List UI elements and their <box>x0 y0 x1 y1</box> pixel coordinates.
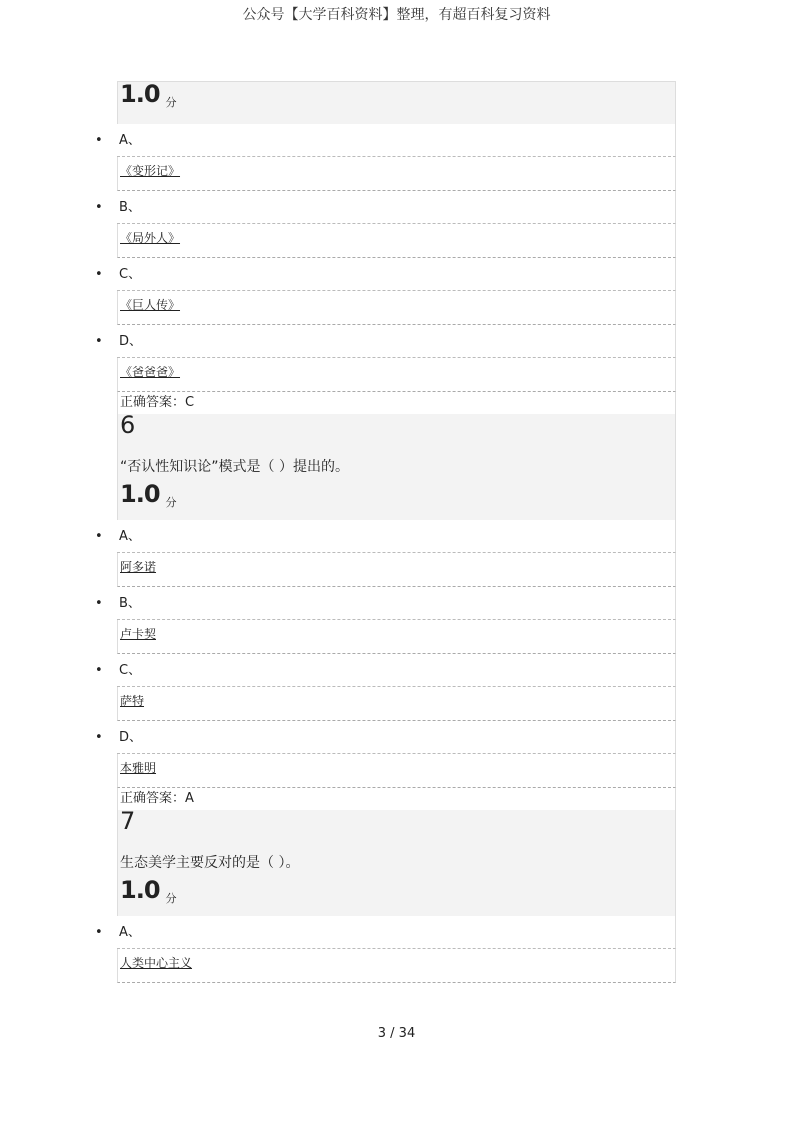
score-row <box>118 876 675 905</box>
option-d-row[interactable] <box>95 721 676 754</box>
option-a-row[interactable] <box>95 520 676 553</box>
question-7-header <box>117 807 676 916</box>
option-letter: B、 <box>119 596 141 611</box>
question-number: 6 <box>120 411 136 439</box>
option-b-row[interactable] <box>95 587 676 620</box>
bullet-icon: • <box>95 133 103 148</box>
option-letter: D、 <box>119 334 143 349</box>
option-c-text[interactable] <box>117 687 676 721</box>
option-c-text[interactable] <box>117 291 676 325</box>
bullet-icon: • <box>95 925 103 940</box>
option-a-text[interactable] <box>117 949 676 983</box>
score-row <box>118 80 675 109</box>
score-unit: 分 <box>165 892 177 905</box>
bullet-icon: • <box>95 200 103 215</box>
score-unit: 分 <box>165 96 177 109</box>
option-a-text[interactable] <box>117 157 676 191</box>
option-c-row[interactable] <box>95 654 676 687</box>
bullet-icon: • <box>95 596 103 611</box>
question-text: 生态美学主要反对的是（ ）。 <box>120 855 300 871</box>
option-letter: C、 <box>119 663 142 678</box>
option-letter: A、 <box>119 529 141 544</box>
option-label[interactable]: 阿多诺 <box>120 560 157 574</box>
score-value: 1.0 <box>120 876 160 904</box>
option-letter: A、 <box>119 133 141 148</box>
option-label[interactable]: 《爸爸爸》 <box>120 365 181 379</box>
question-content <box>95 80 676 983</box>
bullet-icon: • <box>95 730 103 745</box>
option-label[interactable]: 人类中心主义 <box>120 956 193 970</box>
option-a-row[interactable] <box>95 916 676 949</box>
page-number: 3 / 34 <box>377 1026 416 1041</box>
page-header: 公众号【大学百科资料】整理，有超百科复习资料 <box>242 7 551 23</box>
option-b-row[interactable] <box>95 191 676 224</box>
bullet-icon: • <box>95 334 103 349</box>
question-number: 7 <box>120 807 136 835</box>
option-d-text[interactable] <box>117 358 676 392</box>
option-label[interactable]: 《局外人》 <box>120 231 181 245</box>
score-row <box>118 480 675 509</box>
option-b-text[interactable] <box>117 620 676 654</box>
correct-answer: 正确答案：A <box>117 788 676 810</box>
option-a-row[interactable] <box>95 124 676 157</box>
option-letter: A、 <box>119 925 141 940</box>
option-d-text[interactable] <box>117 754 676 788</box>
bullet-icon: • <box>95 529 103 544</box>
option-label[interactable]: 卢卡契 <box>120 627 157 641</box>
option-letter: B、 <box>119 200 141 215</box>
bullet-icon: • <box>95 663 103 678</box>
question-text: “否认性知识论”模式是（ ）提出的。 <box>120 459 349 475</box>
score-value: 1.0 <box>120 480 160 508</box>
score-unit: 分 <box>165 496 177 509</box>
correct-answer: 正确答案：C <box>117 392 676 414</box>
option-letter: D、 <box>119 730 143 745</box>
question-6-header <box>117 411 676 520</box>
score-value: 1.0 <box>120 80 160 108</box>
option-label[interactable]: 本雅明 <box>120 761 157 775</box>
question-5-score-header <box>117 81 676 124</box>
option-c-row[interactable] <box>95 258 676 291</box>
bullet-icon: • <box>95 267 103 282</box>
option-a-text[interactable] <box>117 553 676 587</box>
option-label[interactable]: 《变形记》 <box>120 164 181 178</box>
option-d-row[interactable] <box>95 325 676 358</box>
option-b-text[interactable] <box>117 224 676 258</box>
option-letter: C、 <box>119 267 142 282</box>
option-label[interactable]: 萨特 <box>120 694 145 708</box>
option-label[interactable]: 《巨人传》 <box>120 298 181 312</box>
